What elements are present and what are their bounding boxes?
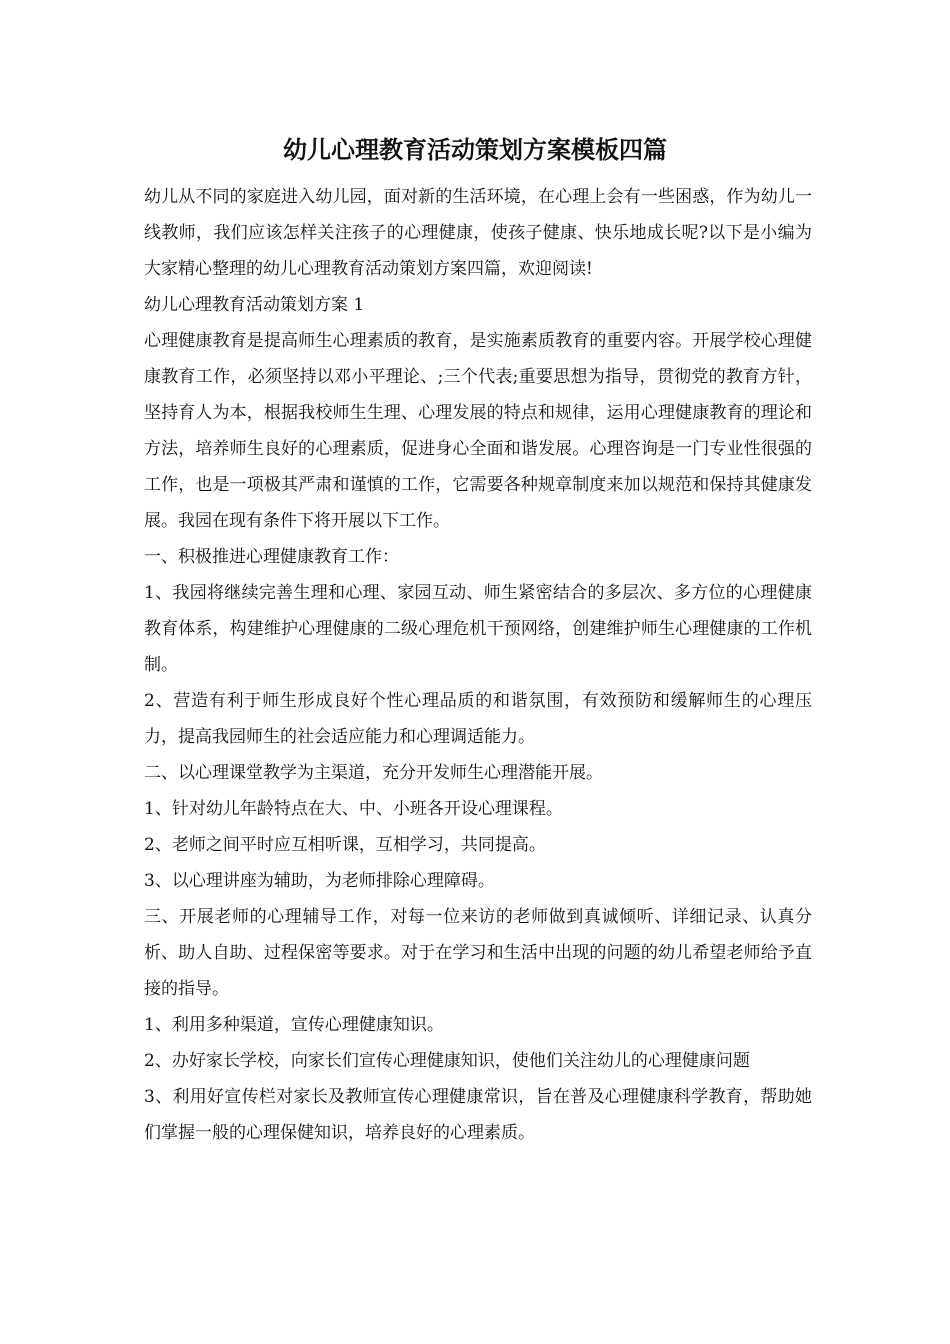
list-item: 1、针对幼儿年龄特点在大、中、小班各开设心理课程。 [144, 799, 563, 819]
paragraph-plan-1-overview: 心理健康教育是提高师生心理素质的教育，是实施素质教育的重要内容。开展学校心理健康教育工作，必须坚持以邓小平理论、;三个代表;重要思想为指导，贯彻党的教育方针，坚持育人为本，根据我校师生生理、心理发展的特点和规律，运用心理健康教育的理论和方法，培养师生良好的心理素质，促进身心全面和谐发展。心理咨询是一门专业性很强的工作，也是一项极其严肃和谨慎的工作，它需要各种规章制度来加以规范和保持其健康发展。我园在现有条件下将开展以下工作。 [144, 331, 812, 531]
list-item: 2、老师之间平时应互相听课，互相学习，共同提高。 [144, 835, 546, 855]
section-heading-2: 二、以心理课堂教学为主渠道，充分开发师生心理潜能开展。 [144, 763, 603, 783]
list-item: 2、办好家长学校，向家长们宣传心理健康知识，使他们关注幼儿的心理健康问题 [144, 1051, 750, 1071]
list-item: 3、利用好宣传栏对家长及教师宣传心理健康常识，旨在普及心理健康科学教育，帮助她们掌握一般的心理保健知识，培养良好的心理素质。 [144, 1087, 812, 1143]
list-item: 2、营造有利于师生形成良好个性心理品质的和谐氛围，有效预防和缓解师生的心理压力，提高我园师生的社会适应能力和心理调适能力。 [144, 691, 812, 747]
section-heading-plan-1: 幼儿心理教育活动策划方案 1 [144, 295, 365, 315]
list-item: 3、以心理讲座为辅助，为老师排除心理障碍。 [144, 871, 495, 891]
section-heading-3: 三、开展老师的心理辅导工作，对每一位来访的老师做到真诚倾听、详细记录、认真分析、助人自助、过程保密等要求。对于在学习和生活中出现的问题的幼儿希望老师给予直接的指导。 [144, 907, 812, 999]
document-body [144, 179, 812, 1151]
list-item: 1、我园将继续完善生理和心理、家园互动、师生紧密结合的多层次、多方位的心理健康教育体系，构建维护心理健康的二级心理危机干预网络，创建维护师生心理健康的工作机制。 [144, 583, 812, 675]
paragraph-intro: 幼儿从不同的家庭进入幼儿园，面对新的生活环境，在心理上会有一些困惑，作为幼儿一线教师，我们应该怎样关注孩子的心理健康，使孩子健康、快乐地成长呢?以下是小编为大家精心整理的幼儿心理教育活动策划方案四篇，欢迎阅读! [144, 187, 812, 279]
section-heading-1: 一、积极推进心理健康教育工作： [144, 547, 399, 567]
document-title: 幼儿心理教育活动策划方案模板四篇 [283, 135, 667, 164]
list-item: 1、利用多种渠道，宣传心理健康知识。 [144, 1015, 444, 1035]
